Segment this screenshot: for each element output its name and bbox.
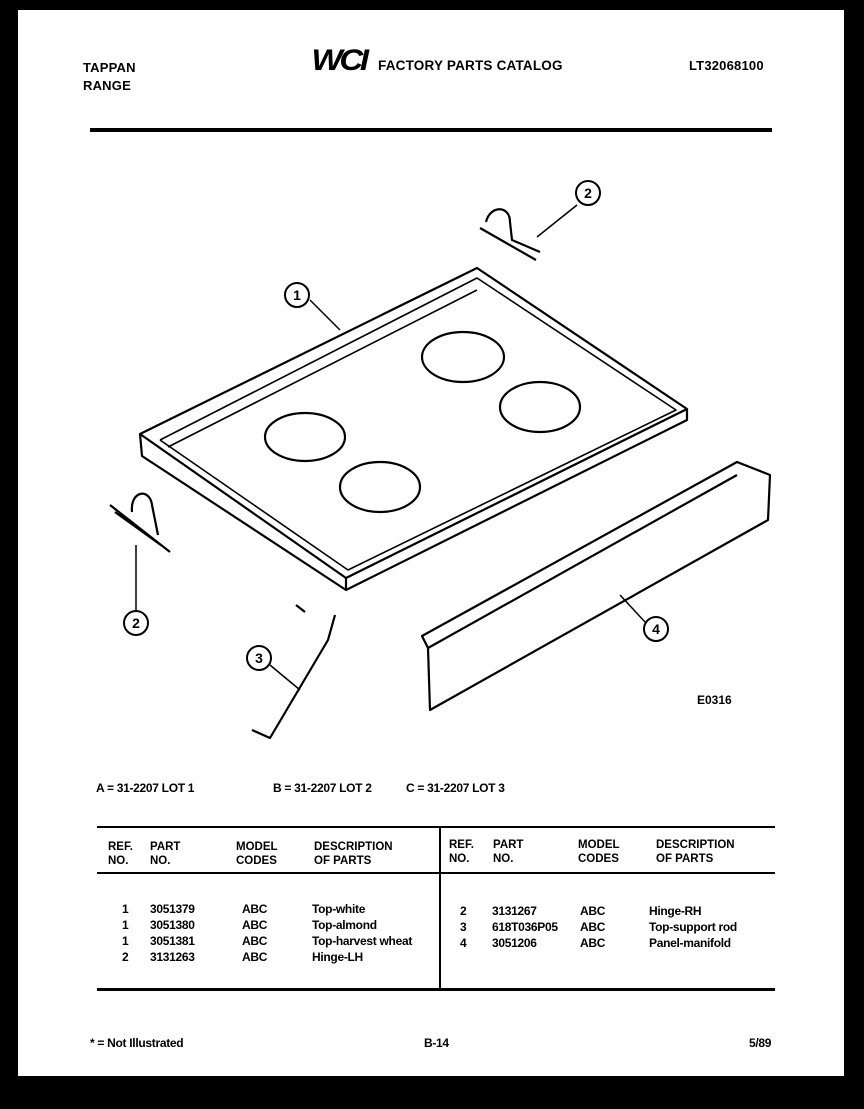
row-part: 3051206 (492, 936, 537, 950)
header-desc: DESCRIPTION (314, 841, 393, 853)
row-part: 618T036P05 (492, 920, 558, 934)
header-desc-2: OF PARTS (656, 853, 714, 865)
lot-c: C = 31-2207 LOT 3 (406, 781, 505, 795)
row-model: ABC (580, 904, 606, 918)
row-model: ABC (242, 918, 268, 932)
row-part: 3131267 (492, 904, 537, 918)
callout-1-label: 1 (293, 287, 301, 303)
header-part-2: NO. (493, 853, 514, 865)
hinge-rh-part (480, 209, 540, 260)
row-desc: Top-harvest wheat (312, 934, 413, 948)
table-top-rule (97, 826, 775, 828)
header-ref: REF. (449, 839, 474, 851)
row-model: ABC (580, 920, 606, 934)
row-ref: 1 (122, 902, 129, 916)
product-label: RANGE (83, 78, 131, 93)
header-part: PART (150, 841, 181, 853)
header-ref: REF. (108, 841, 133, 853)
lot-b: B = 31-2207 LOT 2 (273, 781, 372, 795)
callout-3-label: 3 (255, 650, 263, 666)
page-number: B-14 (424, 1036, 449, 1050)
model-number: LT32068100 (689, 58, 764, 73)
header-model: MODEL (578, 839, 620, 851)
row-part: 3051379 (150, 902, 195, 916)
row-model: ABC (580, 936, 606, 950)
brand-label: TAPPAN (83, 60, 136, 75)
catalog-title: FACTORY PARTS CATALOG (378, 58, 563, 73)
header-ref-2: NO. (108, 855, 129, 867)
row-ref: 1 (122, 934, 129, 948)
table-divider (439, 828, 441, 988)
row-desc: Top-white (312, 902, 366, 916)
row-ref: 4 (460, 936, 467, 950)
header-model: MODEL (236, 841, 278, 853)
row-model: ABC (242, 950, 268, 964)
hinge-lh-part (110, 494, 170, 552)
callout-2-label: 2 (584, 185, 592, 201)
catalog-page (18, 10, 844, 1076)
row-desc: Top-almond (312, 918, 377, 932)
row-desc: Top-support rod (649, 920, 737, 934)
header-ref-2: NO. (449, 853, 470, 865)
row-ref: 1 (122, 918, 129, 932)
drawing-code: E0316 (697, 693, 732, 707)
header-model-2: CODES (578, 853, 619, 865)
lot-a: A = 31-2207 LOT 1 (96, 781, 195, 795)
row-desc: Hinge-LH (312, 950, 363, 964)
row-desc: Hinge-RH (649, 904, 702, 918)
callout-2-label: 2 (132, 615, 140, 631)
support-rod-part (252, 605, 335, 738)
header-part-2: NO. (150, 855, 171, 867)
header-model-2: CODES (236, 855, 277, 867)
table-bottom-rule (97, 988, 775, 991)
row-ref: 3 (460, 920, 467, 934)
header-desc: DESCRIPTION (656, 839, 735, 851)
catalog-date: 5/89 (749, 1036, 772, 1050)
not-illustrated-note: * = Not Illustrated (90, 1036, 184, 1050)
row-desc: Panel-manifold (649, 936, 731, 950)
header-part: PART (493, 839, 524, 851)
row-model: ABC (242, 902, 268, 916)
row-part: 3051380 (150, 918, 195, 932)
row-ref: 2 (460, 904, 467, 918)
row-ref: 2 (122, 950, 129, 964)
header-desc-2: OF PARTS (314, 855, 372, 867)
row-part: 3131263 (150, 950, 195, 964)
row-part: 3051381 (150, 934, 195, 948)
row-model: ABC (242, 934, 268, 948)
wci-logo: WCI (311, 44, 366, 77)
callout-4-label: 4 (652, 621, 660, 637)
table-header-rule (97, 872, 775, 874)
